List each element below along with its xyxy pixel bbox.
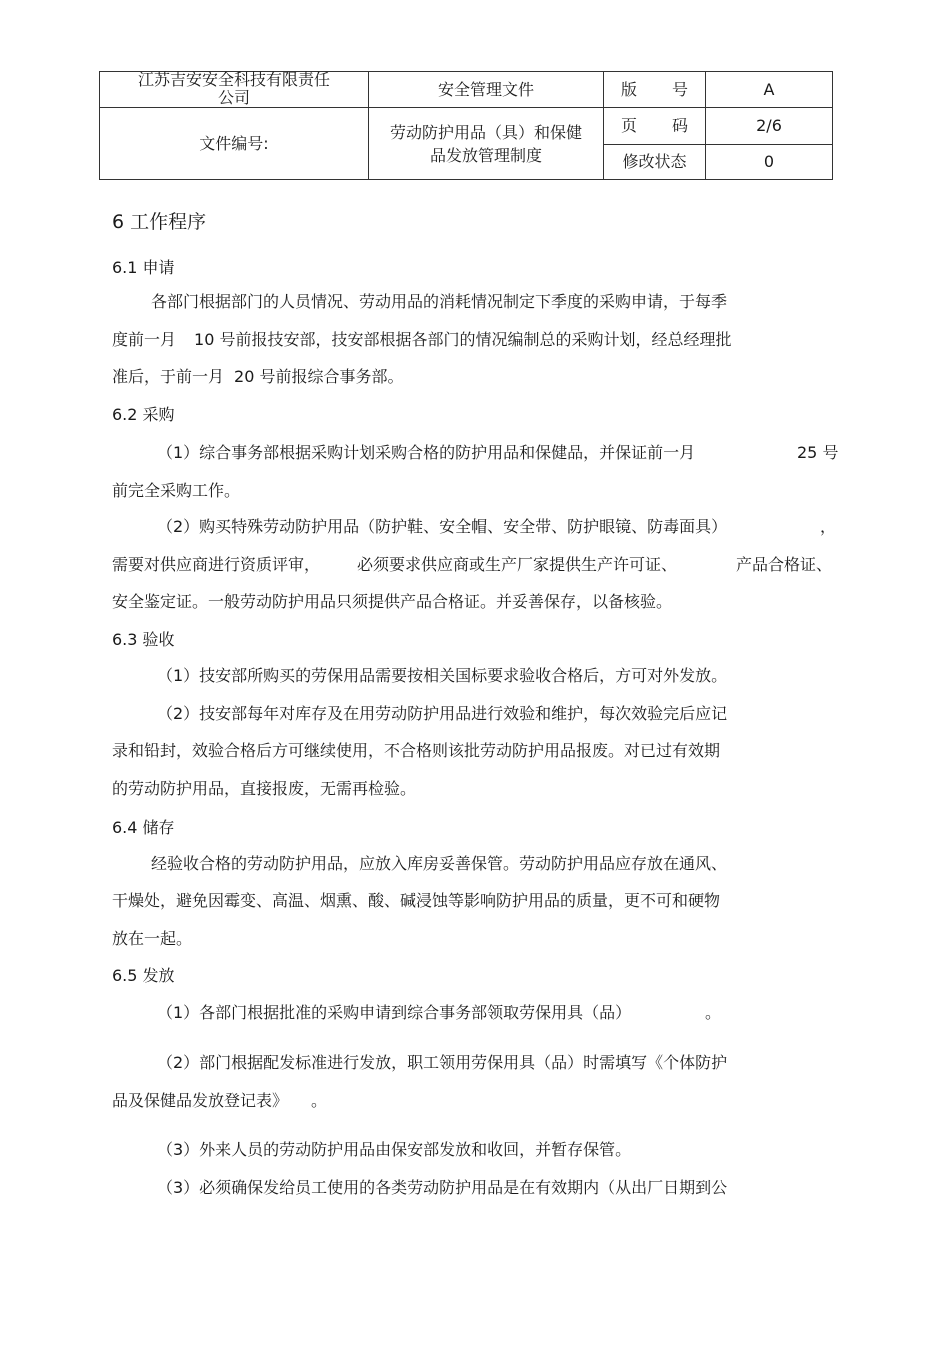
para-6-1-line-1: 各部门根据部门的人员情况、劳动用品的消耗情况制定下季度的采购申请，于每季 [151,292,728,311]
company-name-cell [100,69,369,108]
page-label: 页 码 [620,115,689,135]
para-6-4-line-1: 经验收合格的劳动防护用品，应放入库房妥善保管。劳动防护用品应存放在通风、 [151,854,728,873]
para-6-2-2-line-1a: （2）购买特殊劳动防护用品（防护鞋、安全帽、安全带、防护眼镜、防毒面具） [157,517,728,536]
version-label: 版 号 [620,79,689,99]
para-6-5-2-line-2b: 。 [311,1091,328,1110]
heading-6-1: 6.1 申请 [112,258,175,277]
para-6-1-line-2a: 度前一月 [112,330,177,349]
heading-6-2: 6.2 采购 [112,405,175,424]
para-6-2-2-line-1b: ， [820,517,837,536]
status-label: 修改状态 [622,151,687,171]
para-6-5-1b: 。 [705,1003,722,1022]
para-6-5-3: （3）外来人员的劳动防护用品由保安部发放和收回，并暂存保管。 [157,1140,632,1159]
version-value: A [763,79,775,99]
version-value-cell [706,72,833,108]
heading-6-5: 6.5 发放 [112,966,175,985]
section-title: 6 工作程序 [112,211,207,233]
para-6-4-line-2: 干燥处，避免因霉变、高温、烟熏、酸、碱浸蚀等影响防护用品的质量，更不可和硬物 [112,891,721,910]
para-6-1-line-3 [112,367,403,387]
heading-6-3: 6.3 验收 [112,630,175,649]
version-label-cell [604,72,706,108]
para-6-2-2-line-2b: 必须要求供应商或生产厂家提供生产许可证、 [357,555,678,574]
para-6-2-2-line-2a: 需要对供应商进行资质评审， [112,555,321,574]
para-6-1-line-2 [112,330,731,350]
para-6-5-4: （3）必须确保发给员工使用的各类劳动防护用品是在有效期内（从出厂日期到公 [157,1178,728,1197]
para-6-3-2-line-3: 的劳动防护用品，直接报废，无需再检验。 [112,779,417,798]
status-value-cell [706,144,833,179]
para-6-5-2-line-2a: 品及保健品发放登记表》 [112,1091,289,1110]
heading-6-4: 6.4 储存 [112,818,175,837]
status-value: 0 [763,151,775,171]
para-6-2-1-line-2: 前完全采购工作。 [112,481,241,500]
para-6-3-2-line-1: （2）技安部每年对库存及在用劳动防护用品进行效验和维护，每次效验完后应记 [157,704,728,723]
para-6-2-1-line-1b: 25 号 [797,443,839,462]
page-label-cell [604,108,706,144]
para-6-1-line-3b: 20 号前报综合事务部。 [234,367,404,386]
page-value: 2/6 [756,115,782,135]
para-6-1-line-2b: 10 号前报技安部，技安部根据各部门的情况编制总的采购计划，经总经理批 [194,330,732,349]
file-no-label: 文件编号: [199,133,269,153]
doc-type-cell [369,72,604,108]
para-6-1-line-3a: 准后，于前一月 [112,367,225,386]
doc-title: 劳动防护用品（具）和保健品发放管理制度 [389,122,582,165]
doc-type: 安全管理文件 [437,79,534,99]
file-no-cell [100,108,369,180]
para-6-5-2-line-1: （2）部门根据配发标准进行发放，职工领用劳保用具（品）时需填写《个体防护 [157,1053,728,1072]
document-header-table [99,71,833,180]
para-6-2-2-line-2c: 产品合格证、 [736,555,833,574]
para-6-3-1: （1）技安部所购买的劳保用品需要按相关国标要求验收合格后，方可对外发放。 [157,666,728,685]
para-6-2-2-line-3: 安全鉴定证。一般劳动防护用品只须提供产品合格证。并妥善保存，以备核验。 [112,592,673,611]
status-label-cell [604,144,706,179]
para-6-3-2-line-2: 录和铅封，效验合格后方可继续使用，不合格则该批劳动防护用品报废。对已过有效期 [112,741,721,760]
para-6-2-1-line-1a: （1）综合事务部根据采购计划采购合格的防护用品和保健品，并保证前一月 [157,443,696,462]
company-name: 江苏吉安安全科技有限责任公司 [137,69,330,107]
page-value-cell [706,108,833,144]
para-6-4-line-3: 放在一起。 [112,929,193,948]
para-6-5-1a: （1）各部门根据批准的采购申请到综合事务部领取劳保用具（品） [157,1003,632,1022]
doc-title-cell [369,108,604,180]
